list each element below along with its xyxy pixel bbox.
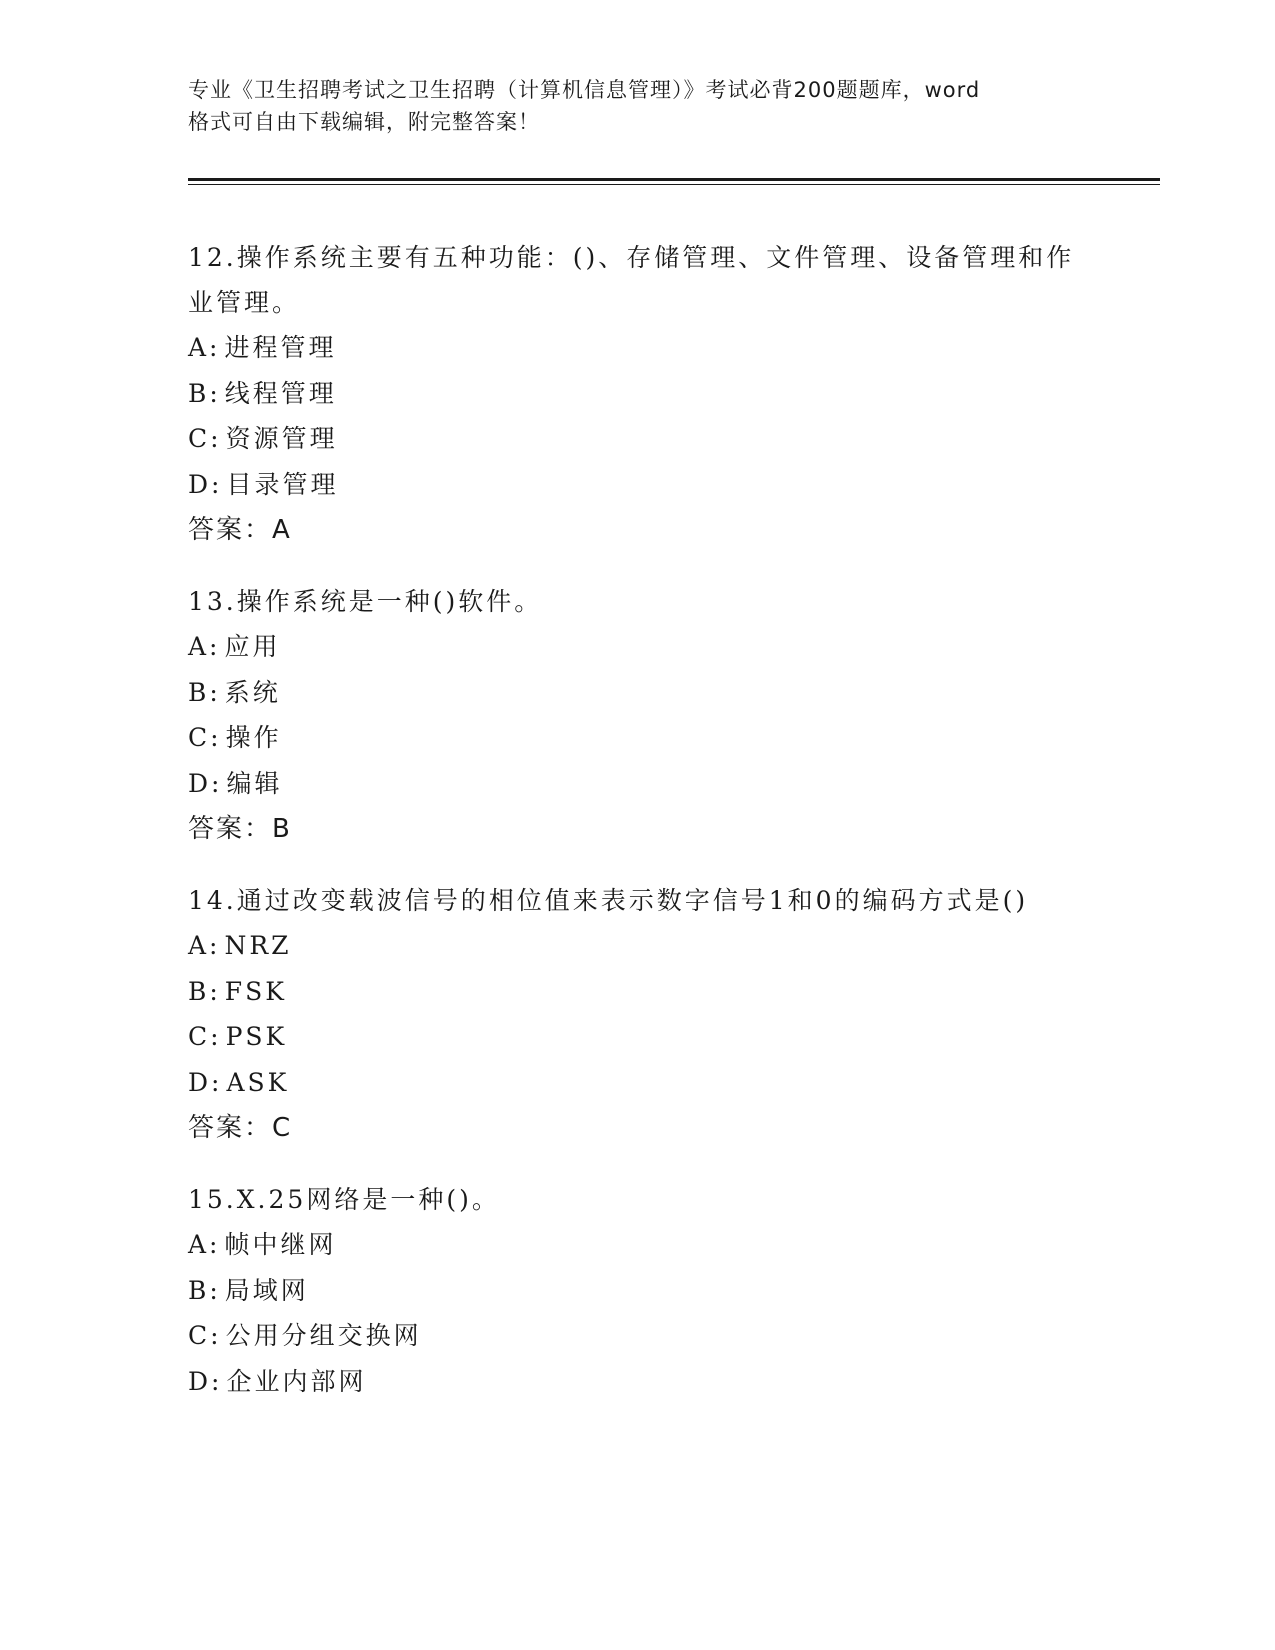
question-text: 12.操作系统主要有五种功能：()、存储管理、文件管理、设备管理和作业管理。 (188, 243, 1075, 317)
question-list (188, 235, 1088, 1430)
option-letter: B: (188, 1275, 221, 1305)
option-text: ASK (226, 1067, 290, 1097)
option-letter: C: (188, 1321, 222, 1350)
answer-label: 答案：C (188, 1113, 293, 1143)
option-text: 目录管理 (226, 469, 339, 499)
document-header (188, 74, 1088, 138)
option-letter: B: (188, 677, 221, 707)
question-14 (188, 878, 1088, 1151)
option-text: 资源管理 (225, 424, 338, 453)
option-letter: D: (188, 1067, 223, 1097)
option-letter: D: (188, 469, 223, 499)
option-text: 帧中继网 (224, 1230, 337, 1259)
question-12 (188, 235, 1088, 553)
header-line-1: 专业《卫生招聘考试之卫生招聘（计算机信息管理）》考试必背200题题库，word (188, 78, 981, 102)
option-c (188, 715, 1088, 761)
option-letter: D: (188, 1366, 223, 1396)
option-b (188, 969, 1088, 1015)
option-text: 编辑 (226, 768, 283, 798)
option-c (188, 1313, 1088, 1359)
question-text: 14.通过改变载波信号的相位值来表示数字信号1和0的编码方式是() (188, 886, 1029, 915)
option-text: 操作 (225, 723, 282, 752)
option-text: PSK (225, 1022, 288, 1051)
option-text: 企业内部网 (226, 1366, 367, 1396)
option-a (188, 624, 1088, 670)
option-d (188, 462, 1088, 508)
question-text: 15.X.25网络是一种()。 (188, 1185, 500, 1214)
option-a (188, 1222, 1088, 1268)
option-text: FSK (224, 976, 287, 1006)
option-letter: A: (188, 1230, 221, 1259)
option-c (188, 1014, 1088, 1060)
option-text: 线程管理 (224, 378, 337, 408)
question-text: 13.操作系统是一种()软件。 (188, 587, 543, 616)
option-letter: A: (188, 632, 221, 661)
option-d (188, 761, 1088, 807)
option-letter: C: (188, 424, 222, 453)
option-letter: A: (188, 333, 221, 362)
option-letter: D: (188, 768, 223, 798)
option-d (188, 1359, 1088, 1405)
question-13 (188, 579, 1088, 852)
option-letter: A: (188, 931, 221, 960)
option-letter: C: (188, 1022, 222, 1051)
option-c (188, 416, 1088, 462)
option-text: NRZ (224, 931, 292, 960)
option-b (188, 1268, 1088, 1314)
option-b (188, 371, 1088, 417)
header-divider-thin (188, 184, 1160, 185)
option-text: 应用 (224, 632, 281, 661)
header-line-2: 格式可自由下载编辑，附完整答案！ (188, 110, 540, 134)
option-text: 局域网 (224, 1275, 309, 1305)
answer-label: 答案：A (188, 515, 292, 545)
option-letter: B: (188, 378, 221, 408)
option-text: 系统 (224, 677, 281, 707)
option-a (188, 923, 1088, 969)
option-letter: C: (188, 723, 222, 752)
option-d (188, 1060, 1088, 1106)
question-15 (188, 1177, 1088, 1404)
option-a (188, 325, 1088, 371)
answer-label: 答案：B (188, 814, 292, 844)
option-text: 进程管理 (224, 333, 337, 362)
header-divider-thick (188, 178, 1160, 181)
option-b (188, 670, 1088, 716)
option-text: 公用分组交换网 (225, 1321, 422, 1350)
option-letter: B: (188, 976, 221, 1006)
